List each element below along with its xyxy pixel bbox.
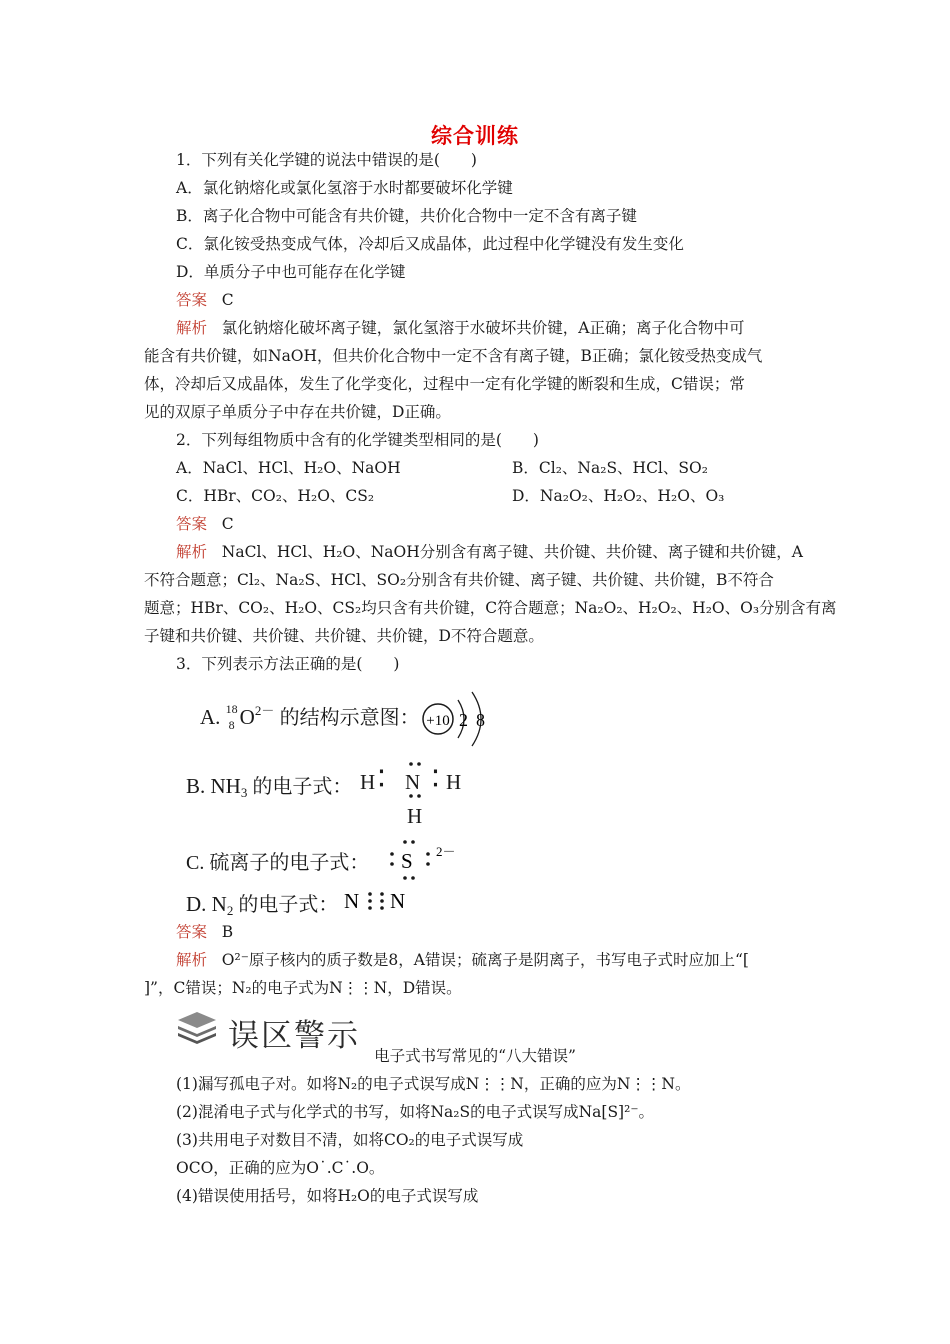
- analysis-label: 解析: [176, 543, 208, 561]
- electron-dot: [403, 876, 407, 880]
- q2-analysis-line-3: 题意；HBr、CO₂、H₂O、CS₂均只含有共价键，C符合题意；Na₂O₂、H₂O₂、H₂O、O₃分别含有离: [144, 599, 837, 617]
- q2-answer: [176, 514, 234, 534]
- electron-dot: [390, 862, 394, 866]
- q3-option-a: [200, 700, 420, 734]
- q1-analysis-line-3: 体，冷却后又成晶体，发生了化学变化，过程中一定有化学键的断裂和生成，C错误；常: [144, 375, 745, 393]
- analysis-text: NaCl、HCl、H₂O、NaOH分别含有离子键、共价键、共价键、离子键和共价键，A: [221, 543, 803, 561]
- electron-dot: [390, 852, 394, 856]
- option-text: 的电子式：: [233, 894, 339, 916]
- answer-label: 答案: [176, 515, 208, 533]
- warning-item-3: (3)共用电子对数目不清，如将CO₂的电子式误写成: [176, 1131, 524, 1149]
- q2-option-d: D．Na₂O₂、H₂O₂、H₂O、O₃: [512, 487, 725, 505]
- electron-dot: [426, 852, 430, 856]
- atom-s: S: [401, 849, 413, 873]
- mass-number: 18: [225, 702, 238, 717]
- subscript: 2: [226, 903, 234, 918]
- electron-dot: [380, 892, 384, 896]
- electron-dot: [368, 906, 372, 910]
- electron-dot: [368, 892, 372, 896]
- ion-charge: 2－: [254, 703, 275, 718]
- atomic-structure-diagram: [418, 688, 498, 752]
- option-letter: A.: [200, 705, 221, 729]
- nuclide-notation: [226, 704, 240, 734]
- atom-h-left: H: [360, 770, 376, 794]
- option-text: C. 硫离子的电子式：: [186, 852, 370, 874]
- q1-option-d: D．单质分子中也可能存在化学键: [176, 263, 406, 281]
- q1-option-c: C．氯化铵受热变成气体，冷却后又成晶体，此过程中化学键没有发生变化: [176, 235, 684, 253]
- q1-analysis-line-2: 能含有共价键，如NaOH，但共价化合物中一定不含有离子键，B正确；氯化铵受热变成气: [144, 347, 763, 365]
- warning-item-3-continued: OCO，正确的应为O˙.C˙.O。: [176, 1159, 385, 1177]
- element-symbol: O: [239, 705, 255, 729]
- answer-value: C: [221, 291, 234, 309]
- q2-analysis-line-1: [176, 542, 803, 562]
- n2-electron-formula: [344, 886, 428, 916]
- q2-option-b: B．Cl₂、Na₂S、HCl、SO₂: [512, 459, 708, 477]
- atom-h-right-wrap: [446, 770, 461, 795]
- electron-dot: [409, 762, 413, 766]
- analysis-label: 解析: [176, 319, 208, 337]
- electron-dot: [380, 899, 384, 903]
- answer-value: B: [221, 923, 234, 941]
- q2-option-a: A．NaCl、HCl、H₂O、NaOH: [176, 459, 401, 477]
- q3-answer: [176, 922, 233, 942]
- electron-dot: [380, 906, 384, 910]
- electron-dot: [368, 899, 372, 903]
- nh3-electron-formula: [360, 770, 375, 795]
- option-text: 的电子式：: [247, 776, 353, 798]
- shell-2-count: 8: [476, 710, 485, 730]
- q2-analysis-line-2: 不符合题意；Cl₂、Na₂S、HCl、SO₂分别含有共价键、离子键、共价键、共价键，B不符合: [144, 571, 774, 589]
- q3-option-d: [186, 888, 338, 919]
- q2-option-c: C．HBr、CO₂、H₂O、CS₂: [176, 487, 375, 505]
- shared-pair-left: ⁚: [378, 766, 385, 791]
- answer-label: 答案: [176, 291, 208, 309]
- electron-dot: [426, 862, 430, 866]
- analysis-text: 氯化钠熔化破坏离子键，氯化氢溶于水破坏共价键，A正确；离子化合物中可: [221, 319, 745, 337]
- q1-stem: 1．下列有关化学键的说法中错误的是( ): [176, 151, 477, 169]
- option-prefix: D. N: [186, 892, 227, 916]
- electron-dot: [417, 794, 421, 798]
- atom-n-left: N: [344, 889, 360, 913]
- atomic-number: 8: [228, 718, 235, 733]
- atom-n: N: [405, 770, 421, 794]
- warning-item-2: (2)混淆电子式与化学式的书写，如将Na₂S的电子式误写成Na[S]²⁻。: [176, 1103, 655, 1121]
- q3-analysis-line-2: ]”，C错误；N₂的电子式为N⋮⋮N，D错误。: [144, 979, 462, 997]
- electron-dot: [411, 840, 415, 844]
- atom-h-bottom-wrap: [407, 804, 422, 829]
- electron-dot: [403, 840, 407, 844]
- q1-analysis-line-4: 见的双原子单质分子中存在共价键，D正确。: [144, 403, 451, 421]
- nucleus-charge: +10: [426, 713, 450, 729]
- shared-pair-right: ⁚: [432, 766, 439, 791]
- option-text: 的结构示意图：: [279, 707, 420, 729]
- q2-stem: 2．下列每组物质中含有的化学键类型相同的是( ): [176, 431, 539, 449]
- page-title: 综合训练: [431, 123, 519, 148]
- q3-option-b: [186, 770, 352, 801]
- option-prefix: B. NH: [186, 774, 241, 798]
- ion-charge: 2－: [436, 844, 456, 859]
- atom-h-right: H: [446, 770, 462, 794]
- shell-1-count: 2: [459, 710, 468, 730]
- q1-option-b: B．离子化合物中可能含有共价键，共价化合物中一定不含有离子键: [176, 207, 637, 225]
- warning-item-4: (4)错误使用括号，如将H₂O的电子式误写成: [176, 1187, 479, 1205]
- q3-analysis-line-1: [176, 950, 749, 970]
- q1-analysis-line-1: [176, 318, 745, 338]
- answer-label: 答案: [176, 923, 208, 941]
- q3-option-c: [186, 846, 369, 875]
- warning-title: 误区警示: [228, 1018, 360, 1054]
- analysis-text: O²⁻原子核内的质子数是8，A错误；硫离子是阴离子，书写电子式时应加上“[: [221, 951, 749, 969]
- q1-answer: [176, 290, 234, 310]
- q3-stem: 3．下列表示方法正确的是( ): [176, 655, 400, 673]
- subscript: 3: [240, 785, 248, 800]
- answer-value: C: [221, 515, 234, 533]
- analysis-label: 解析: [176, 951, 208, 969]
- warning-subtitle: 电子式书写常见的“八大错误”: [374, 1047, 576, 1065]
- electron-dot: [409, 794, 413, 798]
- q1-option-a: A．氯化钠熔化或氯化氢溶于水时都要破坏化学键: [176, 179, 513, 197]
- atom-h-bottom: H: [407, 804, 423, 828]
- sulfide-electron-formula: [388, 838, 468, 882]
- atom-n-right: N: [390, 889, 406, 913]
- warning-item-1: (1)漏写孤电子对。如将N₂的电子式误写成N⋮⋮N，正确的应为N⋮⋮N。: [176, 1075, 691, 1093]
- electron-dot: [417, 762, 421, 766]
- electron-dot: [411, 876, 415, 880]
- q2-analysis-line-4: 子键和共价键、共价键、共价键、共价键，D不符合题意。: [144, 627, 544, 645]
- layers-icon: [176, 1010, 218, 1044]
